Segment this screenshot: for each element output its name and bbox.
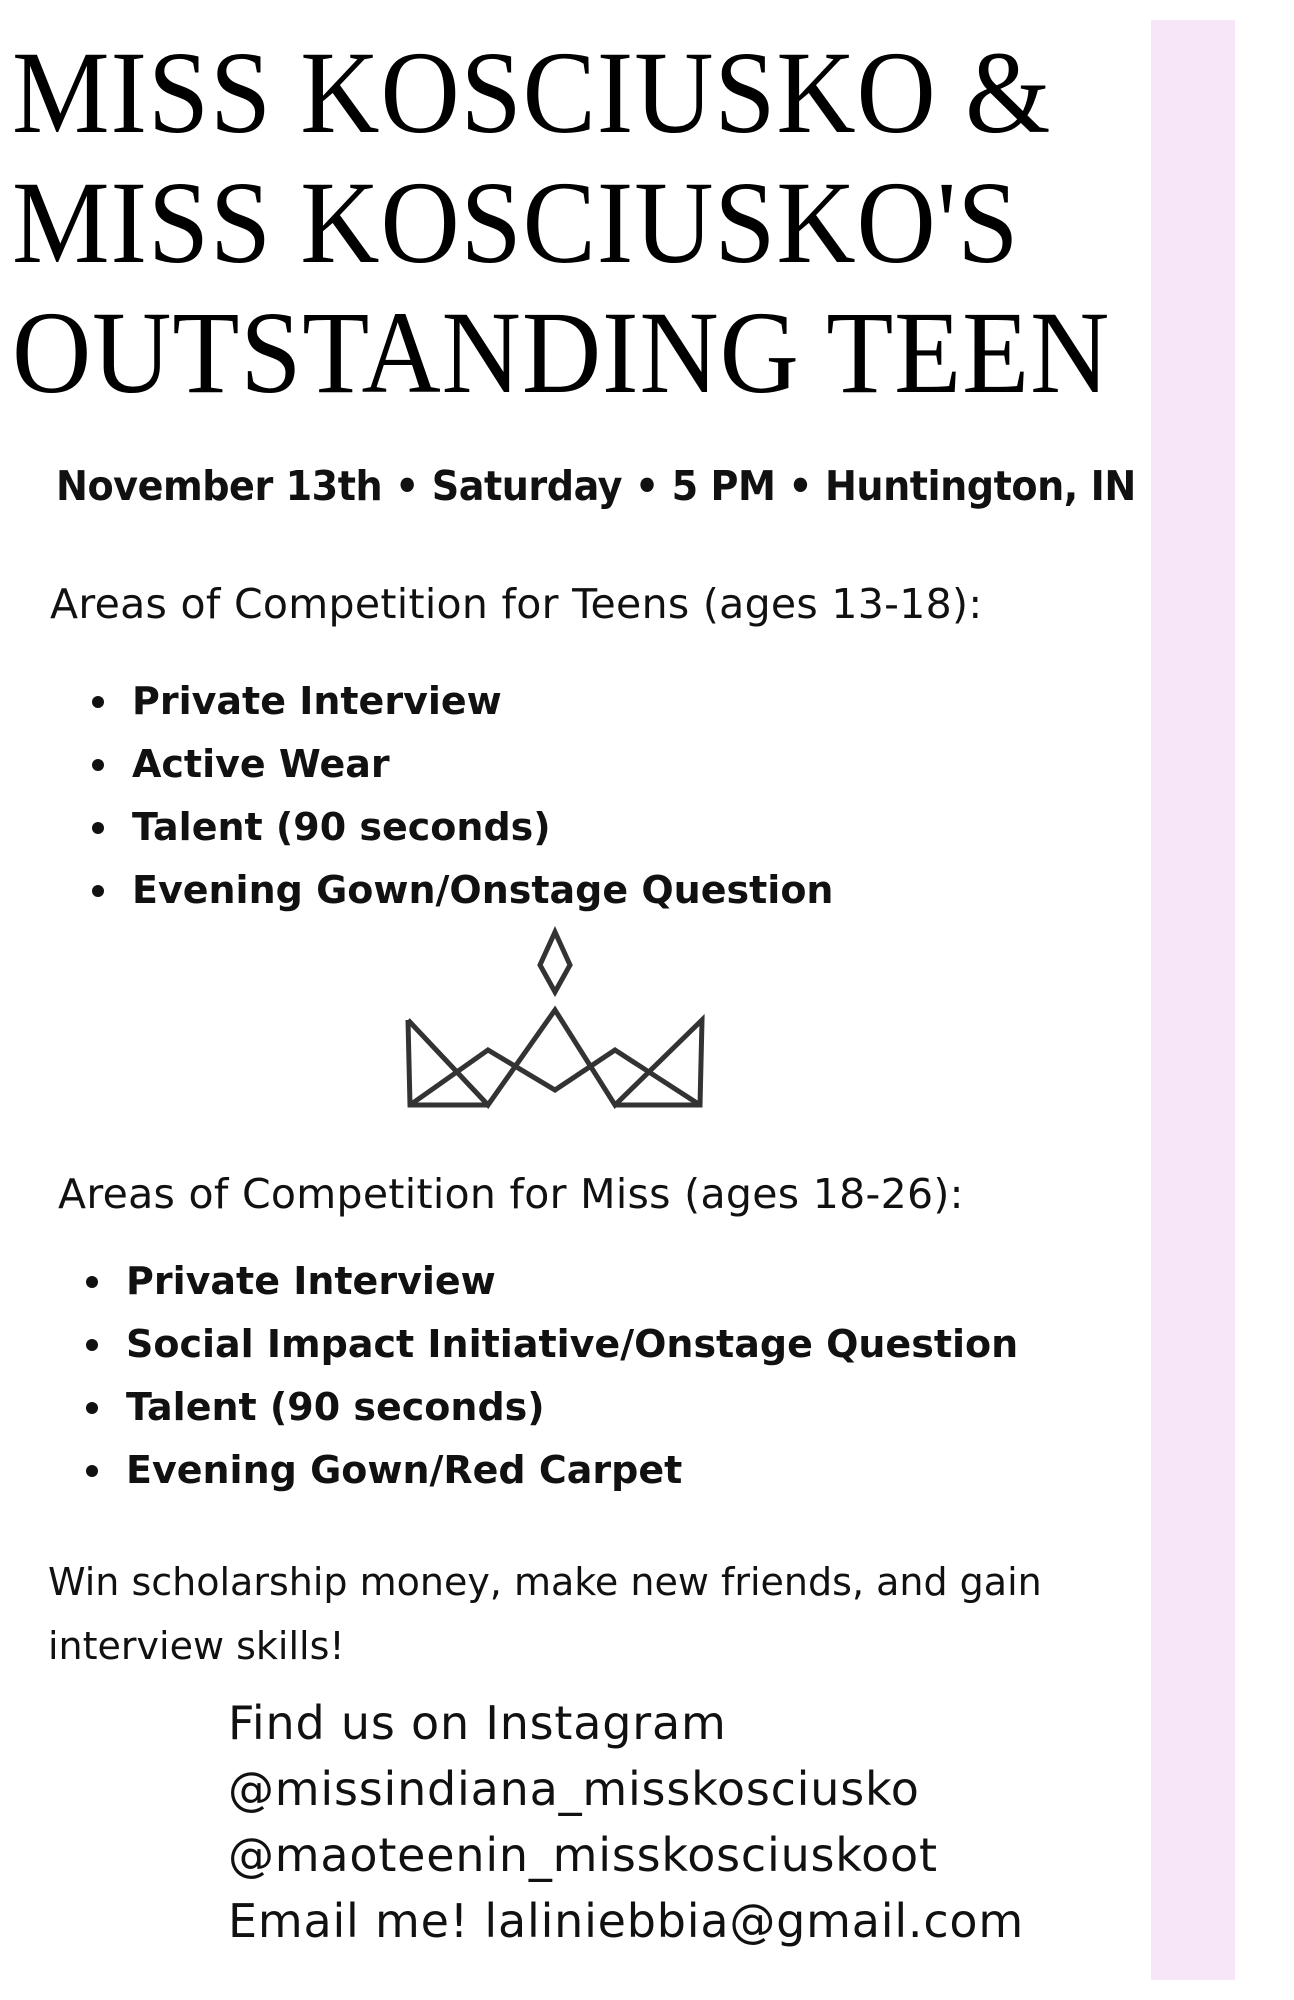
teen-competition-list (132, 670, 833, 922)
instagram-handle-teen: @maoteenin_misskosciuskoot (228, 1828, 938, 1882)
title-line-3: OUTSTANDING TEEN (12, 287, 1111, 418)
list-item: Evening Gown/Onstage Question (132, 859, 833, 922)
miss-competition-list (126, 1250, 1018, 1502)
page-title (12, 28, 1110, 418)
tagline: Win scholarship money, make new friends, and gain interview skills! (48, 1560, 1042, 1668)
list-item: Social Impact Initiative/Onstage Question (126, 1313, 1018, 1376)
contact-block (228, 1690, 1024, 1954)
list-item: Active Wear (132, 733, 833, 796)
event-details: November 13th • Saturday • 5 PM • Huntington, IN (56, 462, 1136, 510)
email-line: Email me! laliniebbia@gmail.com (228, 1894, 1024, 1948)
instagram-heading: Find us on Instagram (228, 1696, 727, 1750)
crown-icon (400, 920, 710, 1120)
list-item: Evening Gown/Red Carpet (126, 1439, 1018, 1502)
list-item: Talent (90 seconds) (132, 796, 833, 859)
list-item: Private Interview (126, 1250, 1018, 1313)
list-item: Private Interview (132, 670, 833, 733)
list-item: Talent (90 seconds) (126, 1376, 1018, 1439)
side-accent-band (1151, 20, 1235, 1980)
miss-competition-heading: Areas of Competition for Miss (ages 18-26): (58, 1170, 964, 1218)
teen-competition-heading: Areas of Competition for Teens (ages 13-18): (50, 580, 983, 628)
instagram-handle-miss: @missindiana_misskosciusko (228, 1762, 920, 1816)
title-line-2: MISS KOSCIUSKO'S (12, 157, 1020, 288)
title-line-1: MISS KOSCIUSKO & (12, 27, 1052, 158)
